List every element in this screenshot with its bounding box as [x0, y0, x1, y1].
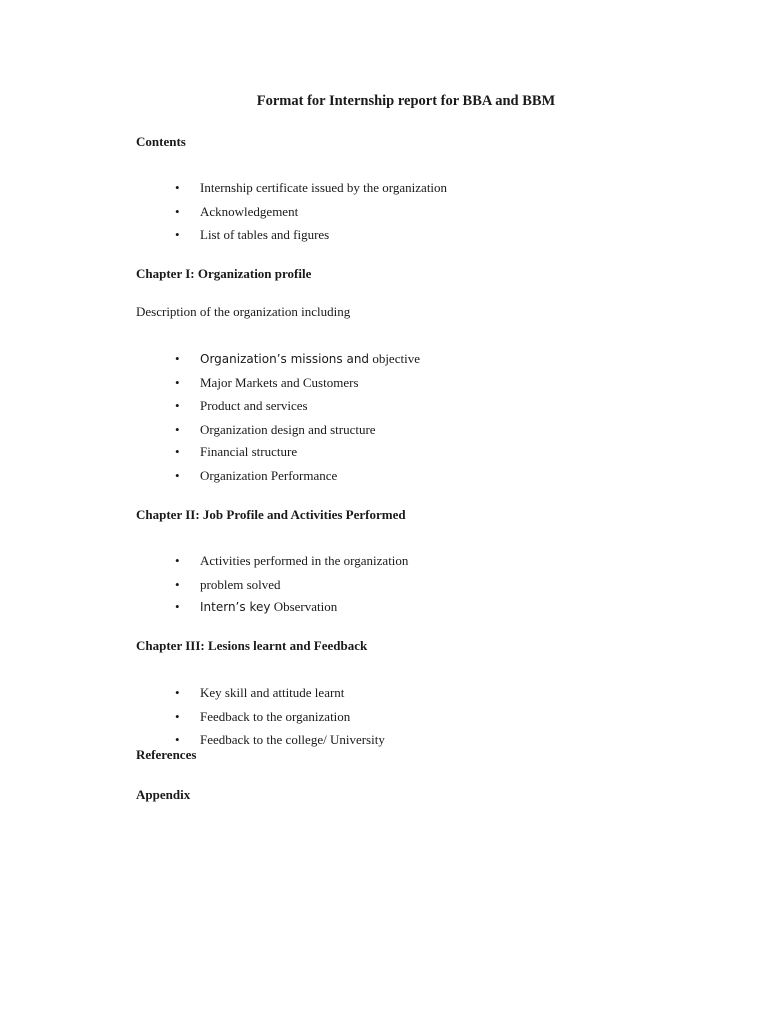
document-title: Format for Internship report for BBA and BBM	[256, 93, 556, 109]
bullet-icon: •	[175, 398, 180, 413]
bullet-icon: •	[175, 375, 180, 390]
bullet-icon: •	[175, 732, 180, 747]
bullet-icon: •	[175, 351, 180, 366]
list-item-part: Intern’s key	[200, 600, 271, 614]
bullet-icon: •	[175, 553, 180, 568]
bullet-icon: •	[175, 180, 180, 195]
bullet-icon: •	[175, 577, 180, 592]
list-item: Feedback to the organization	[200, 709, 351, 724]
bullet-icon: •	[175, 709, 180, 724]
list-item	[200, 599, 337, 615]
references-heading: References	[136, 747, 197, 762]
chapter-1-heading: Chapter I: Organization profile	[136, 266, 312, 281]
list-item: Financial structure	[200, 444, 298, 459]
list-item: Feedback to the college/ University	[200, 732, 385, 747]
list-item: Major Markets and Customers	[200, 375, 359, 390]
list-item: Acknowledgement	[200, 204, 299, 219]
list-item: Organization design and structure	[200, 422, 376, 437]
chapter-3-heading: Chapter III: Lesions learnt and Feedback	[136, 638, 368, 653]
list-item-part: Observation	[270, 599, 338, 614]
list-item: problem solved	[200, 577, 281, 592]
appendix-heading: Appendix	[136, 787, 191, 802]
contents-heading: Contents	[136, 134, 186, 149]
bullet-icon: •	[175, 422, 180, 437]
bullet-icon: •	[175, 685, 180, 700]
list-item: Internship certificate issued by the organization	[200, 180, 448, 195]
list-item: List of tables and figures	[200, 227, 330, 242]
chapter-1-intro: Description of the organization including	[136, 304, 351, 319]
list-item: Activities performed in the organization	[200, 553, 409, 568]
list-item: Organization Performance	[200, 468, 338, 483]
list-item: Product and services	[200, 398, 308, 413]
list-item	[200, 351, 420, 367]
chapter-2-heading: Chapter II: Job Profile and Activities Performed	[136, 507, 406, 522]
list-item-part: objective	[369, 351, 420, 366]
bullet-icon: •	[175, 204, 180, 219]
list-item-part: Organization’s missions and	[200, 352, 370, 366]
bullet-icon: •	[175, 599, 180, 614]
list-item: Key skill and attitude learnt	[200, 685, 345, 700]
bullet-icon: •	[175, 444, 180, 459]
bullet-icon: •	[175, 468, 180, 483]
bullet-icon: •	[175, 227, 180, 242]
